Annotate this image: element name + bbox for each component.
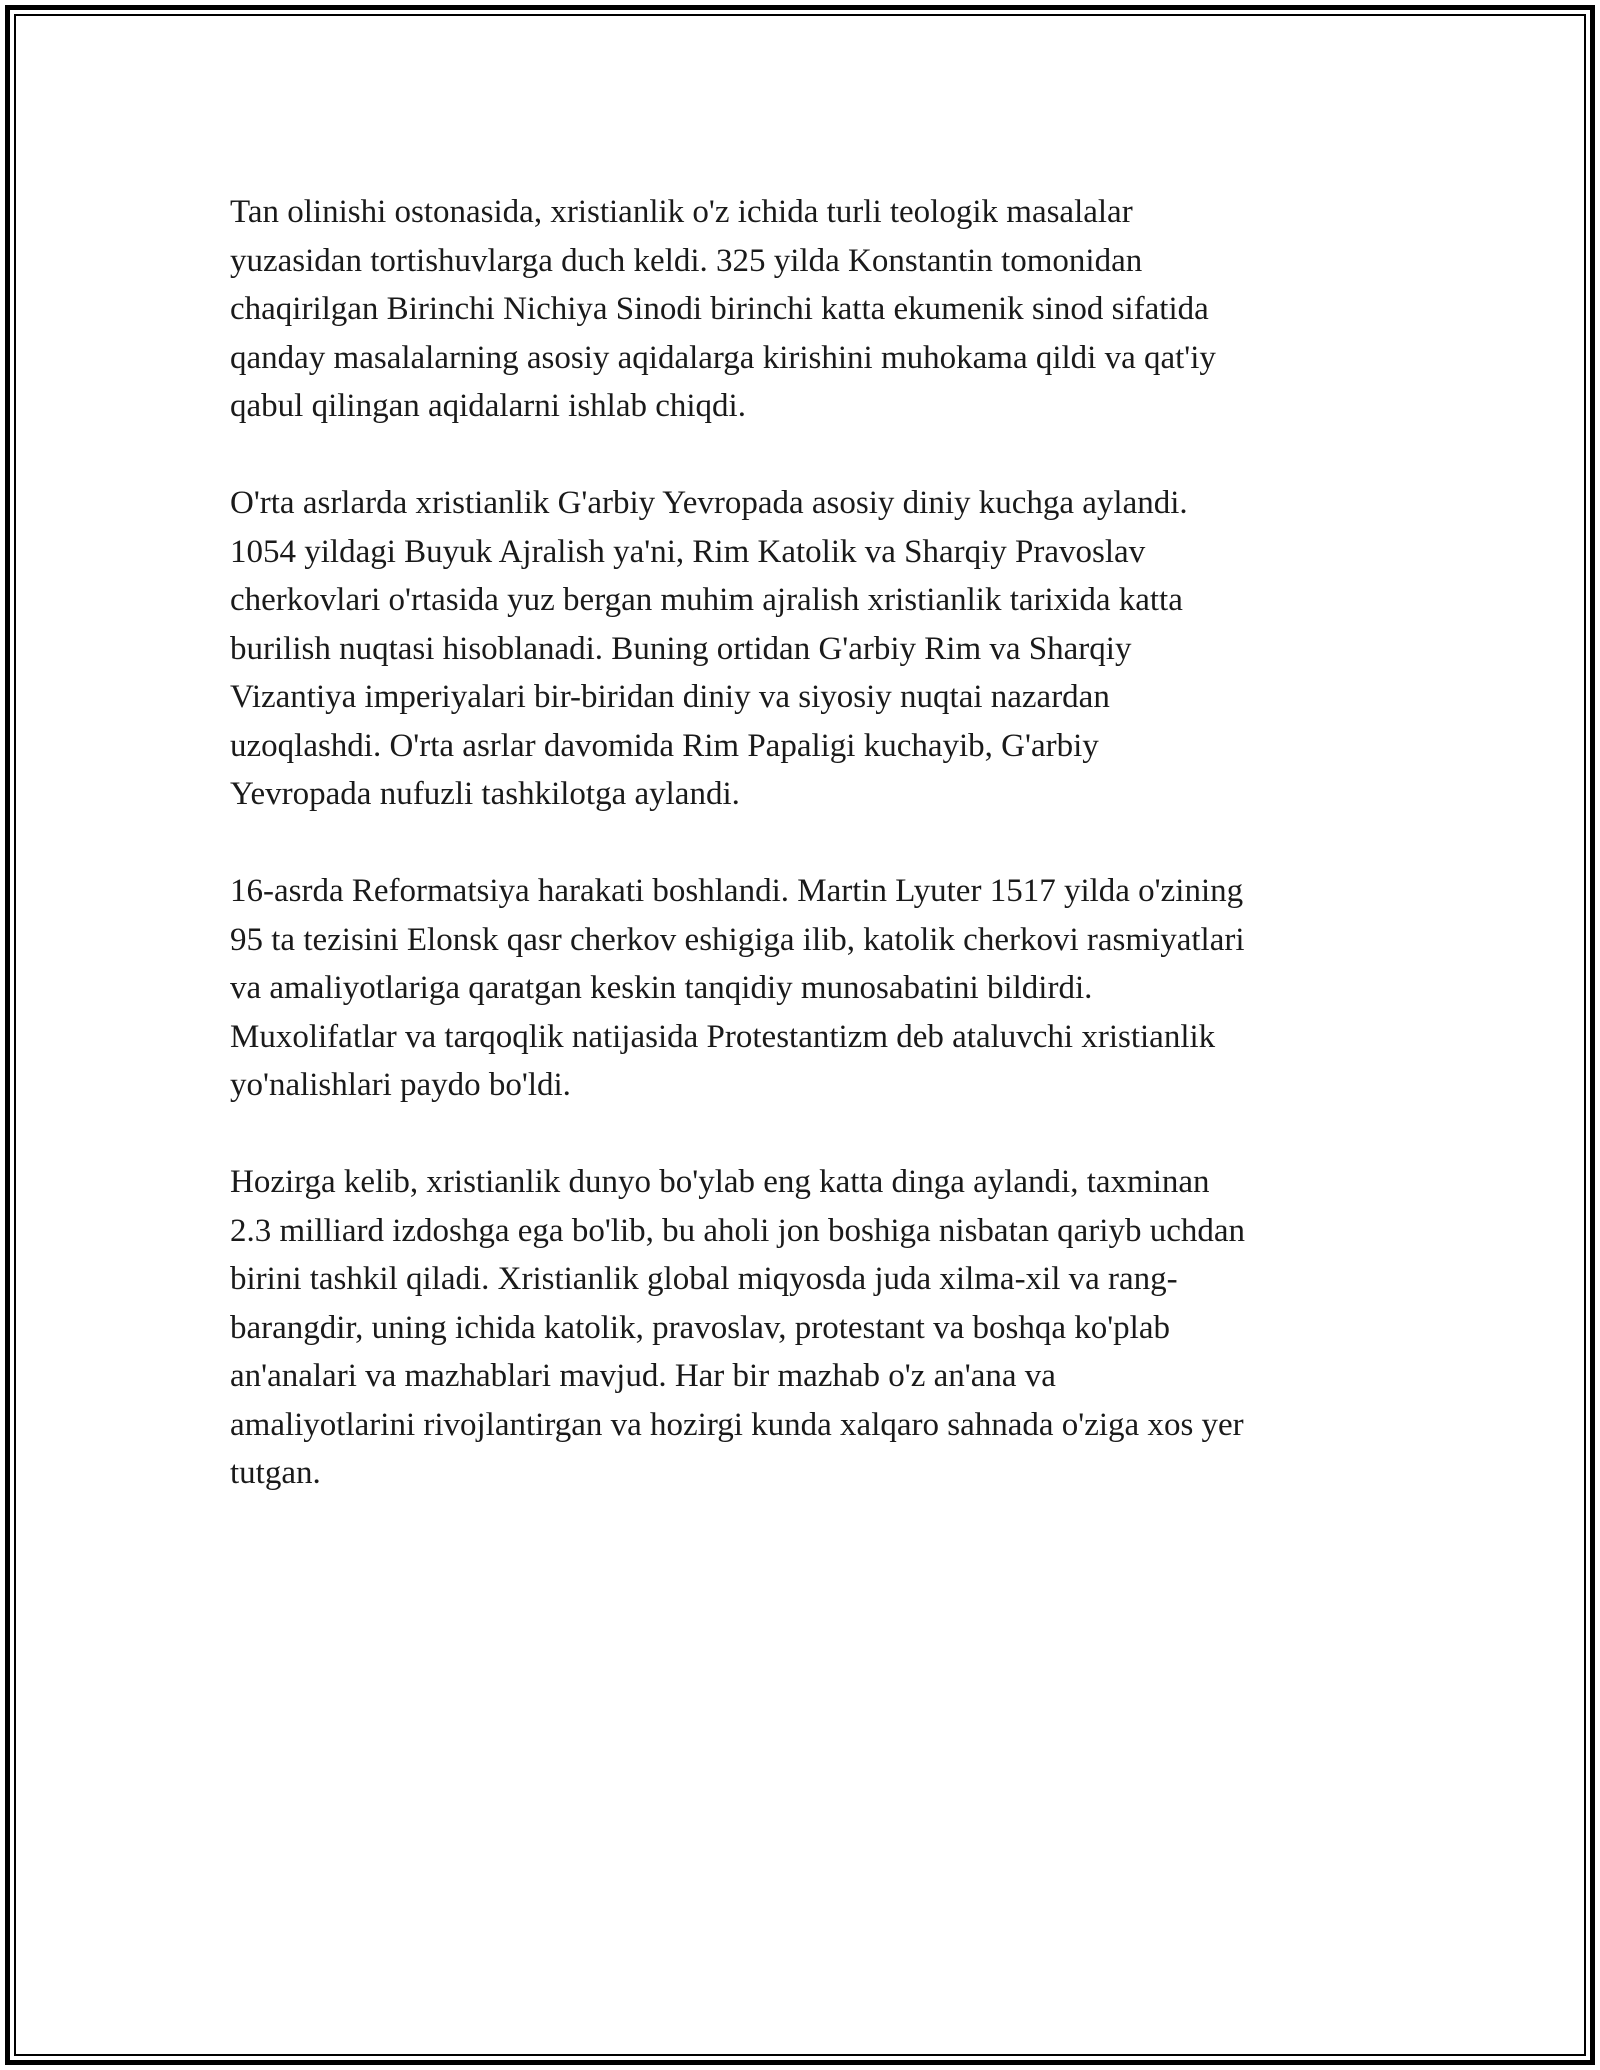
paragraph-1: Tan olinishi ostonasida, xristianlik o'z ichida turli teologik masalalar yuzasidan tortishuvlarga duch keldi. 325 yilda Konstantin tomonidan chaqirilgan Birinchi Nichiya Sinodi birinchi katta ekumenik sinod sifatida qanday masalalarning asosiy aqidalarga kirishini muhokama qildi va qat'iy qabul qilingan aqidalarni ishlab chiqdi. (230, 194, 1216, 424)
paragraph-2: O'rta asrlarda xristianlik G'arbiy Yevropada asosiy diniy kuchga aylandi. 1054 yildagi Buyuk Ajralish ya'ni, Rim Katolik va Sharqiy Pravoslav cherkovlari o'rtasida yuz bergan muhim ajralish xristianlik tarixida katta burilish nuqtasi hisoblanadi. Buning ortidan G'arbiy Rim va Sharqiy Vizantiya imperiyalari bir-biridan diniy va siyosiy nuqtai nazardan uzoqlashdi. O'rta asrlar davomida Rim Papaligi kuchayib, G'arbiy Yevropada nufuzli tashkilotga aylandi. (230, 485, 1188, 812)
paragraph-3: 16-asrda Reformatsiya harakati boshlandi. Martin Lyuter 1517 yilda o'zining 95 ta tezisini Elonsk qasr cherkov eshigiga ilib, katolik cherkovi rasmiyatlari va amaliyotlariga qaratgan keskin tanqidiy munosabatini bildirdi. Muxolifatlar va tarqoqlik natijasida Protestantizm deb ataluvchi xristianlik yo'nalishlari paydo bo'ldi. (230, 873, 1245, 1103)
paragraph-4: Hozirga kelib, xristianlik dunyo bo'ylab eng katta dinga aylandi, taxminan 2.3 milliard izdoshga ega bo'lib, bu aholi jon boshiga nisbatan qariyb uchdan birini tashkil qiladi. Xristianlik global miqyosda juda xilma-xil va rang- barangdir, uning ichida katolik, pravoslav, protestant va boshqa ko'plab an'analari va mazhablari mavjud. Har bir mazhab o'z an'ana va amaliyotlarini rivojlantirgan va hozirgi kunda xalqaro sahnada o'ziga xos yer tutgan. (230, 1164, 1245, 1491)
document-body (230, 188, 1390, 1546)
